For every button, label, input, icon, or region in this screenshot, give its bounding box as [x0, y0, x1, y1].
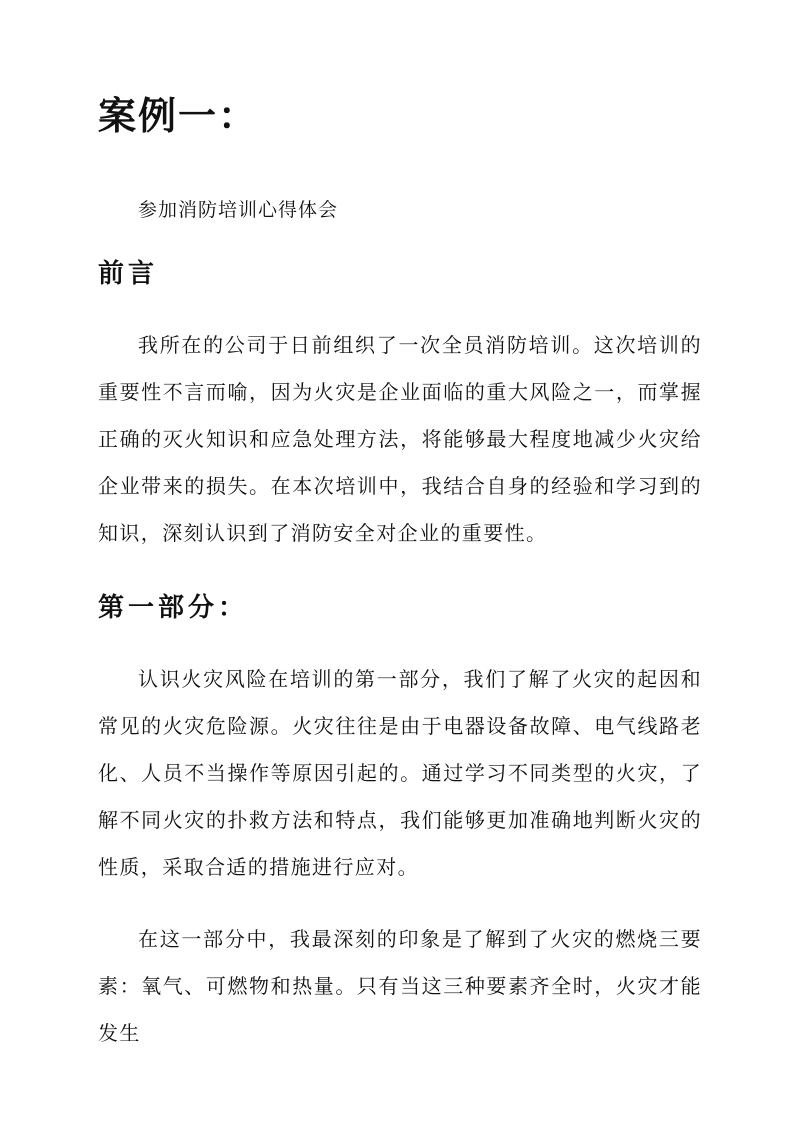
- section-heading-preface: 前言: [98, 259, 159, 289]
- preface-paragraph: 我所在的公司于日前组织了一次全员消防培训。这次培训的重要性不言而喻，因为火灾是企业面临的重大风险之一，而掌握正确的灭火知识和应急处理方法，将能够最大程度地减少火灾给企业带来的损失。在本次培训中，我结合自身的经验和学习到的知识，深刻认识到了消防安全对企业的重要性。: [98, 333, 702, 545]
- case-title: 案例一：: [98, 93, 259, 138]
- part-one-paragraph-1: 认识火灾风险在培训的第一部分，我们了解了火灾的起因和常见的火灾危险源。火灾往往是由于电器设备故障、电气线路老化、人员不当操作等原因引起的。通过学习不同类型的火灾，了解不同火灾的扑救方法和特点，我们能够更加准确地判断火灾的性质，采取合适的措施进行应对。: [98, 667, 702, 879]
- part-one-paragraph-2: 在这一部分中，我最深刻的印象是了解到了火灾的燃烧三要素：氧气、可燃物和热量。只有当这三种要素齐全时，火灾才能发生: [98, 927, 702, 1045]
- section-heading-part-one: 第一部分：: [98, 593, 249, 623]
- document-subtitle: 参加消防培训心得体会: [138, 199, 339, 221]
